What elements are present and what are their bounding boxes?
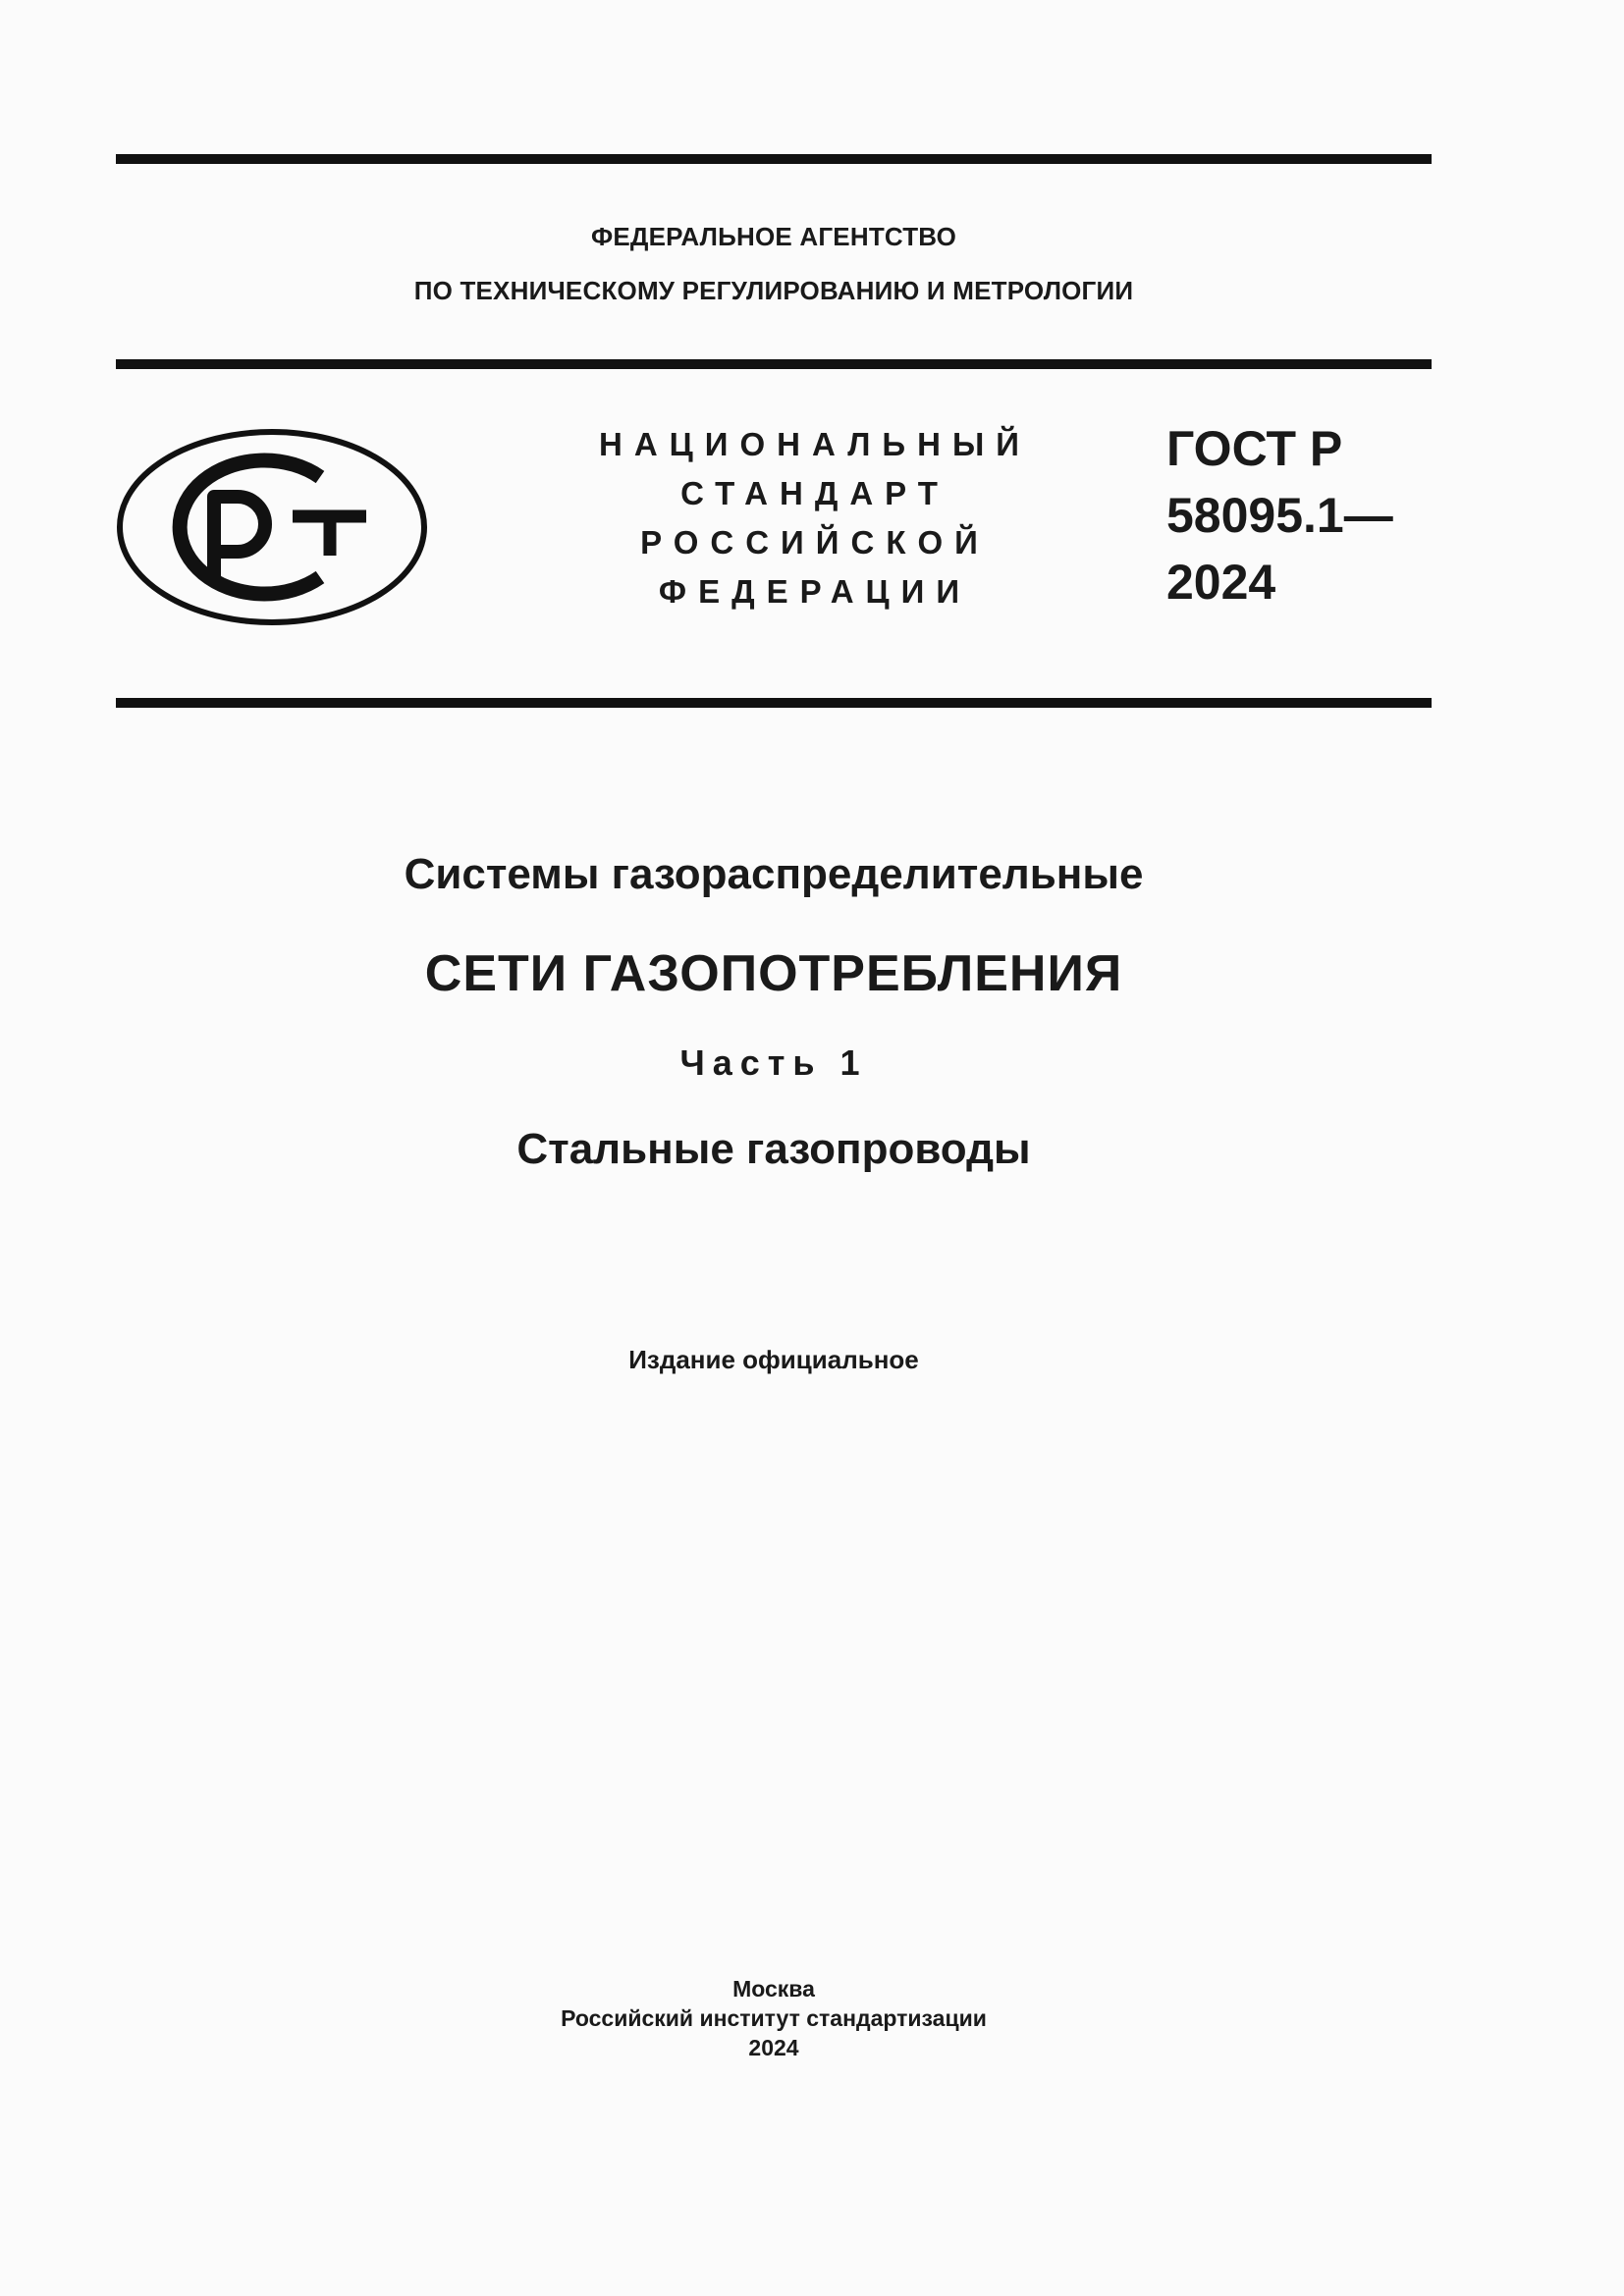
- footer-publisher: Российский институт стандартизации: [561, 2005, 987, 2031]
- top-divider: [116, 154, 1432, 164]
- national-standard-line-3: РОССИЙСКОЙ: [640, 524, 990, 561]
- national-standard-line-4: ФЕДЕРАЦИИ: [658, 573, 972, 610]
- middle-divider: [116, 359, 1432, 369]
- document-part-label: Часть 1: [679, 1042, 868, 1083]
- footer-city: Москва: [732, 1976, 815, 2002]
- agency-name-line-1: ФЕДЕРАЛЬНОЕ АГЕНТСТВО: [590, 222, 957, 251]
- document-subtitle: Стальные газопроводы: [516, 1125, 1031, 1173]
- standard-designation-line-3: 2024: [1166, 555, 1276, 610]
- standard-designation-line-1: ГОСТ Р: [1166, 421, 1343, 476]
- agency-name-line-2: ПО ТЕХНИЧЕСКОМУ РЕГУЛИРОВАНИЮ И МЕТРОЛОГИИ: [413, 276, 1134, 305]
- footer-year: 2024: [748, 2035, 799, 2060]
- standard-designation-line-2: 58095.1—: [1166, 488, 1393, 543]
- edition-label: Издание официальное: [628, 1345, 919, 1374]
- document-title-networks: СЕТИ ГАЗОПОТРЕБЛЕНИЯ: [424, 945, 1123, 1002]
- national-standard-line-2: СТАНДАРТ: [680, 475, 949, 511]
- document-title-systems: Системы газораспределительные: [404, 850, 1144, 898]
- bottom-divider: [116, 698, 1432, 708]
- rst-logo-icon: [116, 428, 428, 626]
- national-standard-line-1: НАЦИОНАЛЬНЫЙ: [599, 426, 1031, 462]
